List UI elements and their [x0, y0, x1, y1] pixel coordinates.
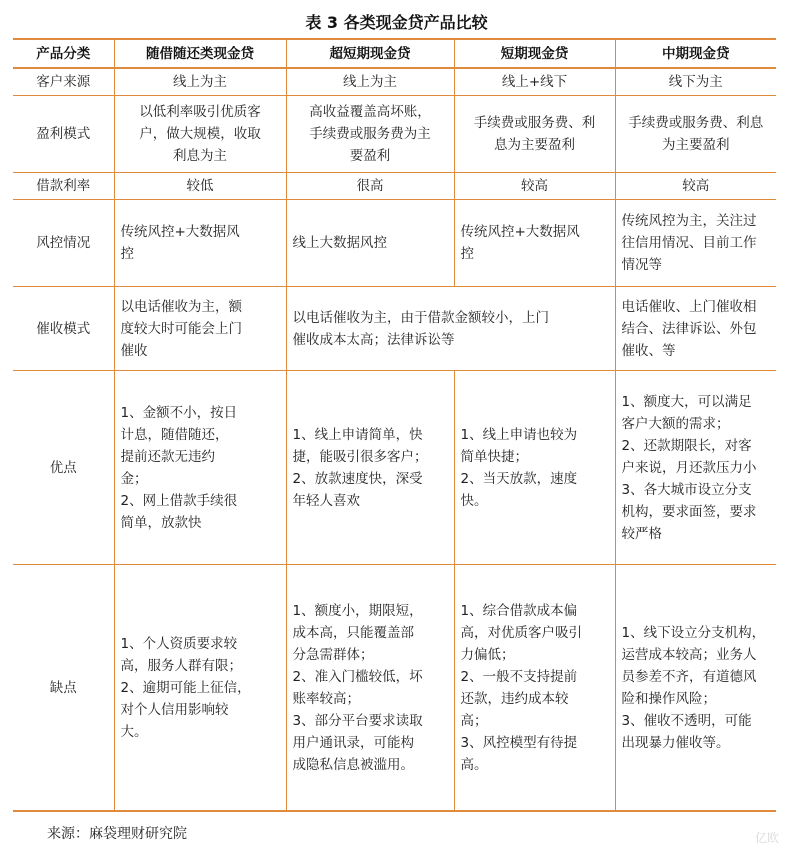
row-label: 盈利模式 [13, 96, 114, 173]
table-cell [615, 96, 776, 173]
cell-text-line: 2、还款期限长，对客 [621, 437, 752, 454]
cell-text-line: 年轻人喜欢 [292, 492, 360, 509]
header-row [13, 39, 776, 68]
cell-text-line: 高，对优质客户吸引 [460, 624, 582, 641]
cell-text-line: 情况等 [621, 257, 662, 273]
table-cell [114, 200, 286, 287]
source-note: 来源：麻袋理财研究院 [47, 826, 187, 842]
table-cell-merged [286, 287, 615, 371]
row-label: 优点 [13, 371, 114, 565]
table-cell [114, 371, 286, 565]
cell-text-line: 捷，能吸引很多客户； [292, 448, 428, 465]
cell-text-line: 1、线上申请简单，快 [292, 426, 423, 443]
table-cell [114, 96, 286, 173]
cell-text-line: 催收成本太高；法律诉讼等 [292, 331, 455, 348]
cell-text-line: 简单快捷； [460, 448, 528, 465]
header-anytime-loan: 随借随还类现金贷 [114, 39, 286, 68]
table-cell: 较低 [114, 173, 286, 200]
cell-text-line: 成隐私信息被滥用。 [292, 756, 414, 773]
cell-text-line: 以电话催收为主，额 [120, 298, 242, 315]
table-cell [286, 200, 454, 287]
table-cell: 较高 [454, 173, 615, 200]
row-disadvantages [13, 565, 776, 812]
cell-text-line: 客户大额的需求； [621, 415, 730, 432]
cell-text-line: 户来说，月还款压力小 [621, 459, 757, 476]
cell-text-line: 高，服务人群有限； [120, 657, 242, 674]
cell-text-line: 高。 [460, 756, 488, 773]
cell-text-line: 金； [120, 470, 148, 487]
cell-text-line: 1、综合借款成本偏 [460, 602, 578, 619]
cell-text-line: 险和操作风险； [621, 690, 716, 707]
cell-text-line: 以电话催收为主，由于借款金额较小，上门 [292, 309, 549, 326]
cell-text-line: 息为主要盈利 [494, 137, 575, 153]
table-cell: 线上+线下 [454, 68, 615, 96]
cell-text-line: 2、准入门槛较低，坏 [292, 668, 423, 685]
row-collection-mode [13, 287, 776, 371]
table-cell [615, 200, 776, 287]
cell-text-line: 简单，放款快 [120, 514, 202, 531]
cell-text-line: 高； [460, 712, 488, 729]
table-cell [454, 96, 615, 173]
table-cell [615, 371, 776, 565]
cell-text-line: 传统风控+大数据风 [120, 224, 240, 240]
row-label: 缺点 [13, 565, 114, 812]
comparison-table [13, 38, 776, 812]
cell-text-line: 运营成本较高；业务人 [621, 646, 757, 663]
cell-text-line: 3、催收不透明，可能 [621, 712, 752, 729]
cell-text-line: 传统风控为主，关注过 [621, 213, 757, 229]
cell-text-line: 3、风控模型有待提 [460, 734, 578, 751]
cell-text-line: 2、逾期可能上征信， [120, 679, 251, 696]
cell-text-line: 2、一般不支持提前 [460, 668, 578, 685]
header-ultra-short-loan: 超短期现金贷 [286, 39, 454, 68]
row-label: 风控情况 [13, 200, 114, 287]
row-customer-source [13, 68, 776, 96]
row-label: 催收模式 [13, 287, 114, 371]
cell-text-line: 大。 [120, 723, 148, 740]
cell-text-line: 结合、法律诉讼、外包 [621, 320, 757, 337]
row-label: 借款利率 [13, 173, 114, 200]
table-cell [454, 371, 615, 565]
cell-text-line: 催收 [120, 342, 148, 359]
cell-text-line: 1、额度大，可以满足 [621, 393, 752, 410]
cell-text-line: 利息为主 [173, 148, 227, 164]
cell-text-line: 线上大数据风控 [292, 235, 387, 251]
cell-text-line: 传统风控+大数据风 [460, 224, 580, 240]
table-cell [286, 371, 454, 565]
table-title: 表 3 各类现金贷产品比较 [305, 13, 488, 32]
cell-text-line: 对个人信用影响较 [120, 701, 229, 718]
table-cell [615, 565, 776, 812]
cell-text-line: 手续费或服务费为主 [309, 126, 431, 142]
cell-text-line: 提前还款无违约 [120, 448, 215, 465]
cell-text-line: 员参差不齐，有道德风 [621, 668, 757, 685]
table-cell [286, 96, 454, 173]
cell-text-line: 3、部分平台要求读取 [292, 712, 423, 729]
cell-text-line: 往信用情况、目前工作 [621, 235, 757, 251]
cell-text-line: 1、线下设立分支机构， [621, 624, 766, 641]
cell-text-line: 快。 [460, 492, 488, 509]
table-cell [114, 287, 286, 371]
cell-text-line: 账率较高； [292, 690, 360, 707]
row-risk-control [13, 200, 776, 287]
table-cell [114, 565, 286, 812]
cell-text-line: 催收、等 [621, 342, 676, 359]
cell-text-line: 电话催收、上门催收相 [621, 298, 757, 315]
table-cell: 线下为主 [615, 68, 776, 96]
table-cell [286, 565, 454, 812]
cell-text-line: 户，做大规模，收取 [139, 126, 261, 142]
cell-text-line: 力偏低； [460, 646, 515, 663]
header-short-loan: 短期现金贷 [454, 39, 615, 68]
table-cell: 线上为主 [286, 68, 454, 96]
cell-text-line: 成本高，只能覆盖部 [292, 624, 414, 641]
table-cell [454, 565, 615, 812]
cell-text-line: 1、额度小，期限短， [292, 602, 423, 619]
row-profit-model [13, 96, 776, 173]
header-category: 产品分类 [13, 39, 114, 68]
cell-text-line: 高收益覆盖高坏账， [309, 104, 431, 120]
table-cell [615, 287, 776, 371]
table-cell: 很高 [286, 173, 454, 200]
table-cell: 线上为主 [114, 68, 286, 96]
cell-text-line: 较严格 [621, 525, 662, 542]
cell-text-line: 还款，违约成本较 [460, 690, 569, 707]
cell-text-line: 2、放款速度快，深受 [292, 470, 423, 487]
cell-text-line: 度较大时可能会上门 [120, 320, 242, 337]
cell-text-line: 以低利率吸引优质客 [139, 104, 261, 120]
row-loan-rate [13, 173, 776, 200]
cell-text-line: 用户通讯录，可能构 [292, 734, 414, 751]
row-label: 客户来源 [13, 68, 114, 96]
cell-text-line: 1、线上申请也较为 [460, 426, 578, 443]
cell-text-line: 控 [460, 246, 474, 262]
cell-text-line: 分急需群体； [292, 646, 374, 663]
cell-text-line: 1、金额不小，按日 [120, 404, 238, 421]
cell-text-line: 3、各大城市设立分支 [621, 481, 752, 498]
cell-text-line: 1、个人资质要求较 [120, 635, 238, 652]
row-advantages [13, 371, 776, 565]
cell-text-line: 要盈利 [349, 148, 391, 164]
header-mid-loan: 中期现金贷 [615, 39, 776, 68]
cell-text-line: 2、当天放款，速度 [460, 470, 578, 487]
table-cell [454, 200, 615, 287]
cell-text-line: 计息，随借随还， [120, 426, 229, 443]
watermark-logo: 亿欧 [754, 831, 779, 845]
cell-text-line: 控 [120, 246, 134, 262]
cell-text-line: 机构，要求面签，要求 [621, 503, 757, 520]
table-cell: 较高 [615, 173, 776, 200]
cell-text-line: 手续费或服务费、利 [473, 115, 596, 131]
cell-text-line: 为主要盈利 [662, 137, 730, 153]
cell-text-line: 出现暴力催收等。 [621, 734, 730, 751]
cell-text-line: 手续费或服务费、利息 [628, 115, 764, 131]
cell-text-line: 2、网上借款手续很 [120, 492, 238, 509]
